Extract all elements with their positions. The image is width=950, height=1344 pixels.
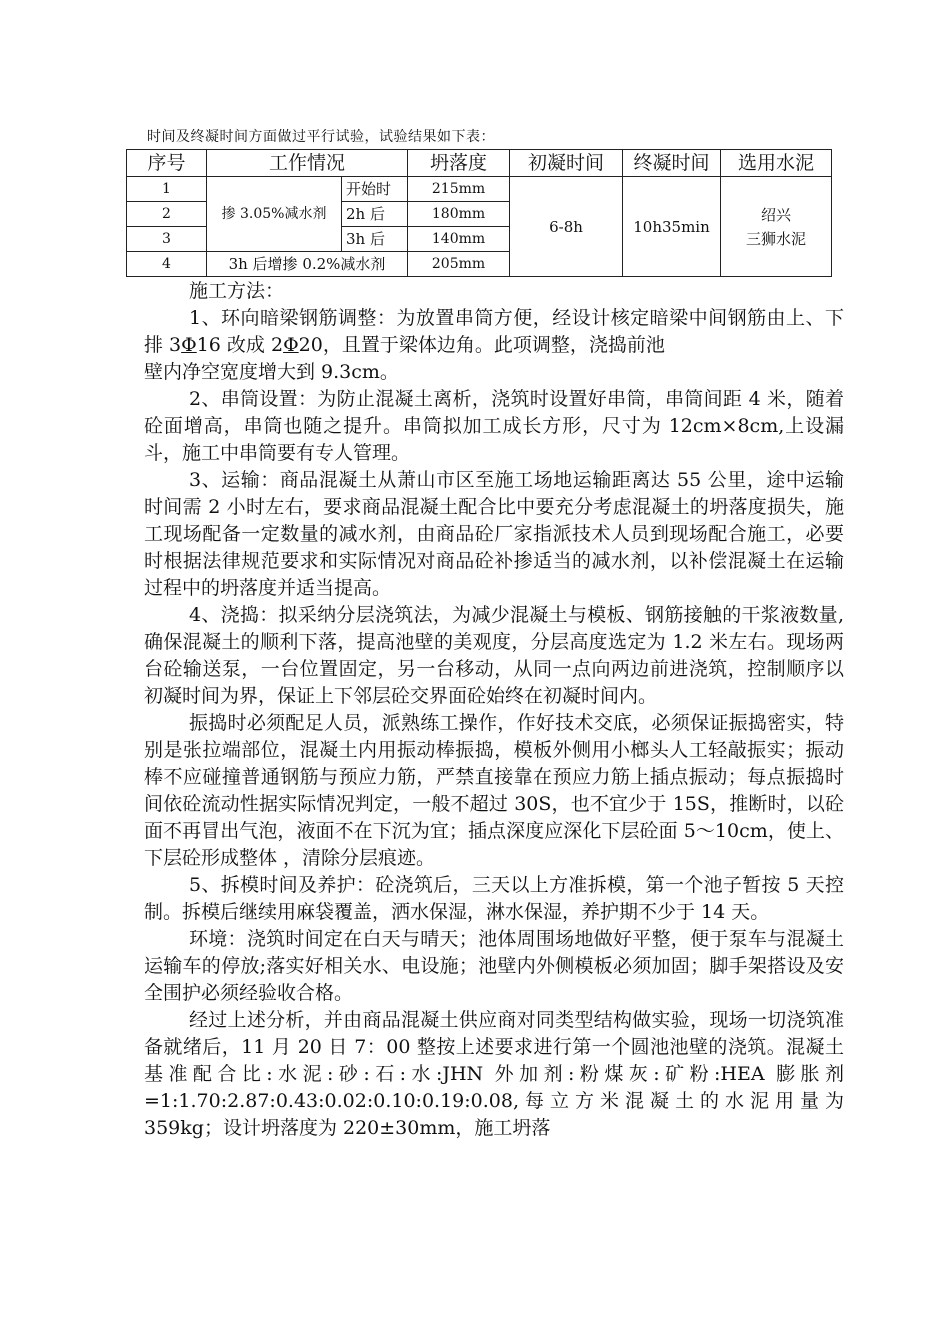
paragraph: 3、运输：商品混凝土从萧山市区至施工场地运输距离达 55 公里，途中运输时间需 2 小时左右，要求商品混凝土配合比中要充分考虑混凝土的坍落度损失，施工现场配备一定数量的减水剂，由商品砼厂家指派技术人员到现场配合施工，必要时根据法律规范要求和实际情况对商品砼补掺适当的减水剂，以补偿混凝土在运输过程中的坍落度并适当提高。 — [144, 469, 844, 599]
row-number: 3 — [127, 227, 207, 252]
initial-set-cell: 6-8h — [510, 177, 623, 277]
paragraph-text: 1、环向暗梁钢筋调整：为放置串筒方便，经设计核定暗梁中间钢筋由上、下排 3 — [144, 307, 844, 356]
slump-cell: 140mm — [408, 227, 510, 252]
stage-cell: 3h 后 — [342, 227, 408, 252]
paragraph: 经过上述分析，并由商品混凝土供应商对同类型结构做实验，现场一切浇筑准备就绪后，11 月 20 日 7：00 整按上述要求进行第一个圆池池壁的浇筑。混凝土基准配合比:水泥:砂:石:水:JHN 外加剂:粉煤灰:矿粉:HEA 膨胀剂=1:1.70:2.87:0.43:0.02:0.10:0.19:0.08,每立方米混凝土的水泥用量为 359kg；设计坍落度为 220±30mm，施工坍落 — [144, 1009, 844, 1139]
slump-cell: 215mm — [408, 177, 510, 202]
header-cell: 终凝时间 — [623, 150, 721, 177]
paragraph-text: 20，且置于梁体边角。此项调整，浇捣前池 — [298, 334, 665, 356]
header-cell: 坍落度 — [408, 150, 510, 177]
cement-line: 三狮水泥 — [746, 229, 807, 248]
header-cell: 选用水泥 — [721, 150, 832, 177]
row-number: 4 — [127, 252, 207, 277]
rebar-symbol: Φ — [283, 334, 299, 356]
stage-cell: 开始时 — [342, 177, 408, 202]
row-number: 1 — [127, 177, 207, 202]
intro-text: 时间及终凝时间方面做过平行试验，试验结果如下表： — [147, 129, 495, 145]
header-cell: 序号 — [127, 150, 207, 177]
cement-cell — [721, 177, 832, 277]
work-cell: 3h 后增掺 0.2%减水剂 — [207, 252, 408, 277]
body-text — [144, 278, 844, 1142]
paragraph: 4、浇捣：拟采纳分层浇筑法，为减少混凝土与模板、钢筋接触的干浆液数量,确保混凝土的顺利下落，提高池壁的美观度，分层高度选定为 1.2 米左右。现场两台砼输送泵，一台位置固定，另一台移动，从同一点向两边前进浇筑，控制顺序以初凝时间为界，保证上下邻层砼交界面砼始终在初凝时间内。 — [144, 604, 844, 707]
cement-line: 绍兴 — [761, 205, 792, 224]
rebar-symbol: Φ — [181, 334, 197, 356]
row-number: 2 — [127, 202, 207, 227]
paragraph: 振捣时必须配足人员，派熟练工操作，作好技术交底，必须保证振捣密实，特别是张拉端部位，混凝土内用振动棒振捣，模板外侧用小榔头人工轻敲振实；振动棒不应碰撞普通钢筋与预应力筋，严禁直接靠在预应力筋上插点振动；每点振捣时间依砼流动性据实际情况判定，一般不超过 30S，也不宜少于 15S，推断时，以砼面不再冒出气泡，液面不在下沉为宜；插点深度应深化下层砼面 5～10cm，使上、下层砼形成整体 ，清除分层痕迹。 — [144, 712, 844, 869]
slump-test-table — [126, 149, 832, 277]
slump-cell: 180mm — [408, 202, 510, 227]
table-header-row — [127, 150, 832, 177]
paragraph: 2、串筒设置：为防止混凝土离析，浇筑时设置好串筒，串筒间距 4 米，随着砼面增高，串筒也随之提升。串筒拟加工成长方形，尺寸为 12cm×8cm,上设漏斗，施工中串筒要有专人管理。 — [144, 388, 844, 464]
stage-cell: 2h 后 — [342, 202, 408, 227]
work-group-cell: 掺 3.05%减水剂 — [207, 177, 342, 252]
final-set-cell: 10h35min — [623, 177, 721, 277]
header-cell: 初凝时间 — [510, 150, 623, 177]
header-cell: 工作情况 — [207, 150, 408, 177]
slump-cell: 205mm — [408, 252, 510, 277]
paragraph: 环境：浇筑时间定在白天与晴天；池体周围场地做好平整，便于泵车与混凝土运输车的停放;落实好相关水、电设施；池壁内外侧模板必须加固；脚手架搭设及安全围护必须经验收合格。 — [144, 928, 844, 1004]
paragraph: 壁内净空宽度增大到 9.3cm。 — [144, 361, 399, 383]
paragraph — [144, 305, 844, 359]
paragraph: 5、拆模时间及养护：砼浇筑后，三天以上方准拆模，第一个池子暂按 5 天控制。拆模后继续用麻袋覆盖，洒水保湿，淋水保湿，养护期不少于 14 天。 — [144, 874, 844, 923]
paragraph-text: 16 改成 2 — [196, 334, 284, 356]
method-title: 施工方法： — [189, 280, 285, 302]
table-row — [127, 177, 832, 202]
